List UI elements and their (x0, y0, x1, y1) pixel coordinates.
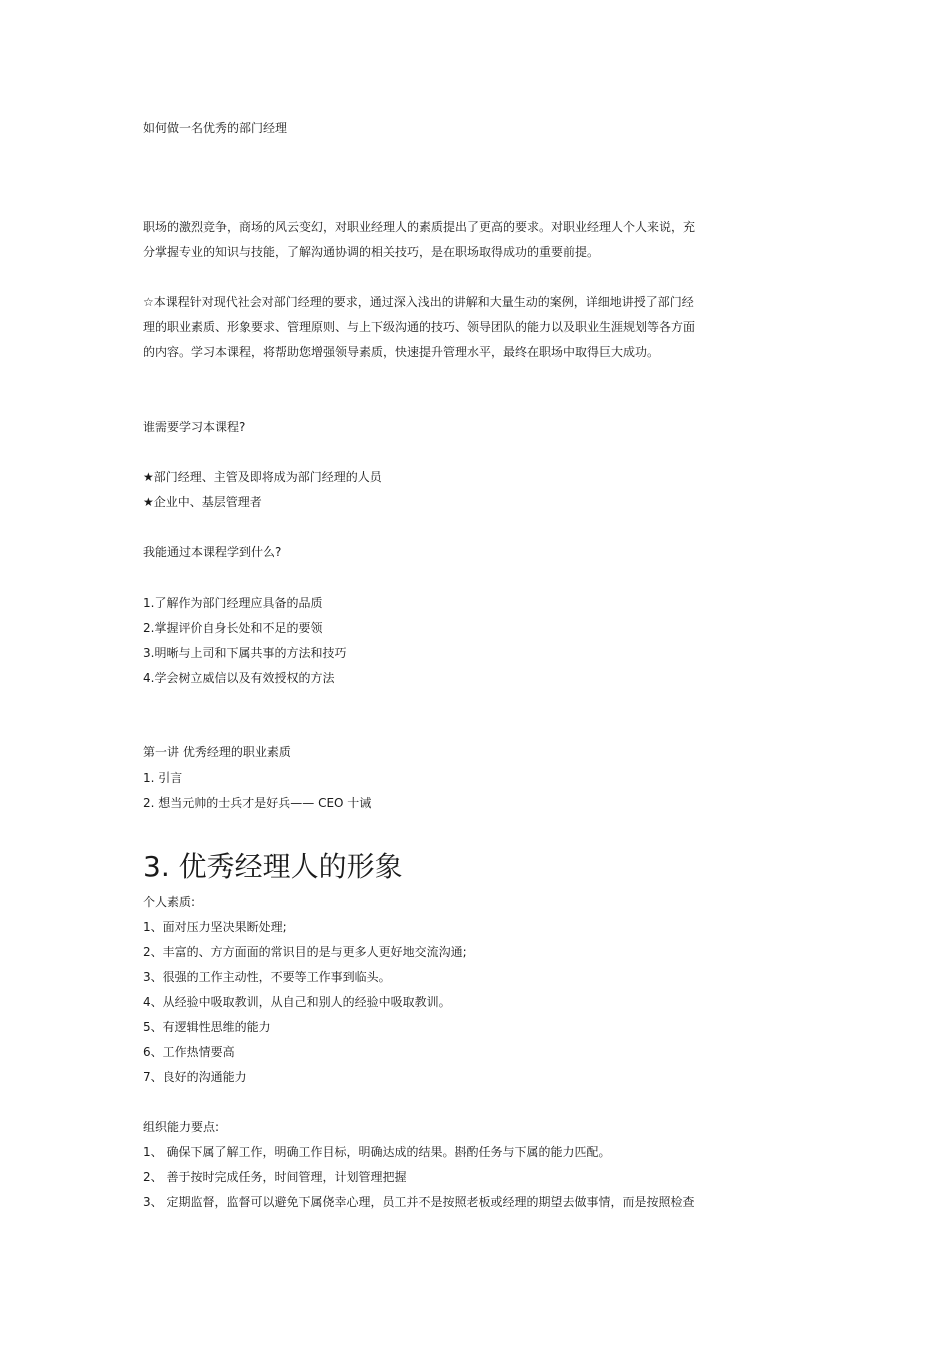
org-item: 3、 定期监督，监督可以避免下属侥幸心理，员工并不是按照老板或经理的期望去做事情，而是按照检查 (143, 1195, 695, 1209)
lecture-item: 1. 引言 (143, 771, 183, 785)
section-heading: 3. 优秀经理人的形象 (143, 850, 403, 883)
document-title: 如何做一名优秀的部门经理 (143, 121, 288, 135)
personal-item: 4、从经验中吸取教训，从自己和别人的经验中吸取教训。 (143, 995, 451, 1009)
personal-item: 3、很强的工作主动性，不要等工作事到临头。 (143, 970, 391, 984)
personal-item: 2、丰富的、方方面面的常识目的是与更多人更好地交流沟通; (143, 945, 467, 959)
intro-line-2: 分掌握专业的知识与技能，了解沟通协调的相关技巧，是在职场取得成功的重要前提。 (143, 245, 600, 259)
course-description-line-2: 理的职业素质、形象要求、管理原则、与上下级沟通的技巧、领导团队的能力以及职业生涯规划等各方面 (143, 320, 696, 334)
personal-heading: 个人素质: (143, 895, 196, 909)
org-item: 2、 善于按时完成任务，时间管理，计划管理把握 (143, 1170, 407, 1184)
personal-item: 6、工作热情要高 (143, 1045, 235, 1059)
course-description-line-3: 的内容。学习本课程，将帮助您增强领导素质，快速提升管理水平，最终在职场中取得巨大成功。 (143, 345, 660, 359)
audience-item: ★部门经理、主管及即将成为部门经理的人员 (143, 470, 382, 484)
personal-item: 1、面对压力坚决果断处理; (143, 920, 287, 934)
outcomes-heading: 我能通过本课程学到什么? (143, 545, 282, 559)
outcome-item: 3.明晰与上司和下属共事的方法和技巧 (143, 646, 347, 660)
lecture-item: 2. 想当元帅的士兵才是好兵—— CEO 十诫 (143, 796, 372, 810)
course-description-line-1: ☆本课程针对现代社会对部门经理的要求，通过深入浅出的讲解和大量生动的案例，详细地讲授了部门经 (143, 295, 694, 309)
org-heading: 组织能力要点: (143, 1120, 220, 1134)
audience-heading: 谁需要学习本课程? (143, 420, 246, 434)
personal-item: 7、良好的沟通能力 (143, 1070, 247, 1084)
lecture-heading: 第一讲 优秀经理的职业素质 (143, 745, 291, 759)
outcome-item: 1.了解作为部门经理应具备的品质 (143, 596, 323, 610)
org-item: 1、 确保下属了解工作，明确工作目标，明确达成的结果。斟酌任务与下属的能力匹配。 (143, 1145, 611, 1159)
outcome-item: 4.学会树立威信以及有效授权的方法 (143, 671, 335, 685)
intro-line-1: 职场的激烈竞争，商场的风云变幻，对职业经理人的素质提出了更高的要求。对职业经理人个人来说，充 (143, 220, 696, 234)
audience-item: ★企业中、基层管理者 (143, 495, 262, 509)
personal-item: 5、有逻辑性思维的能力 (143, 1020, 271, 1034)
outcome-item: 2.掌握评价自身长处和不足的要领 (143, 621, 323, 635)
